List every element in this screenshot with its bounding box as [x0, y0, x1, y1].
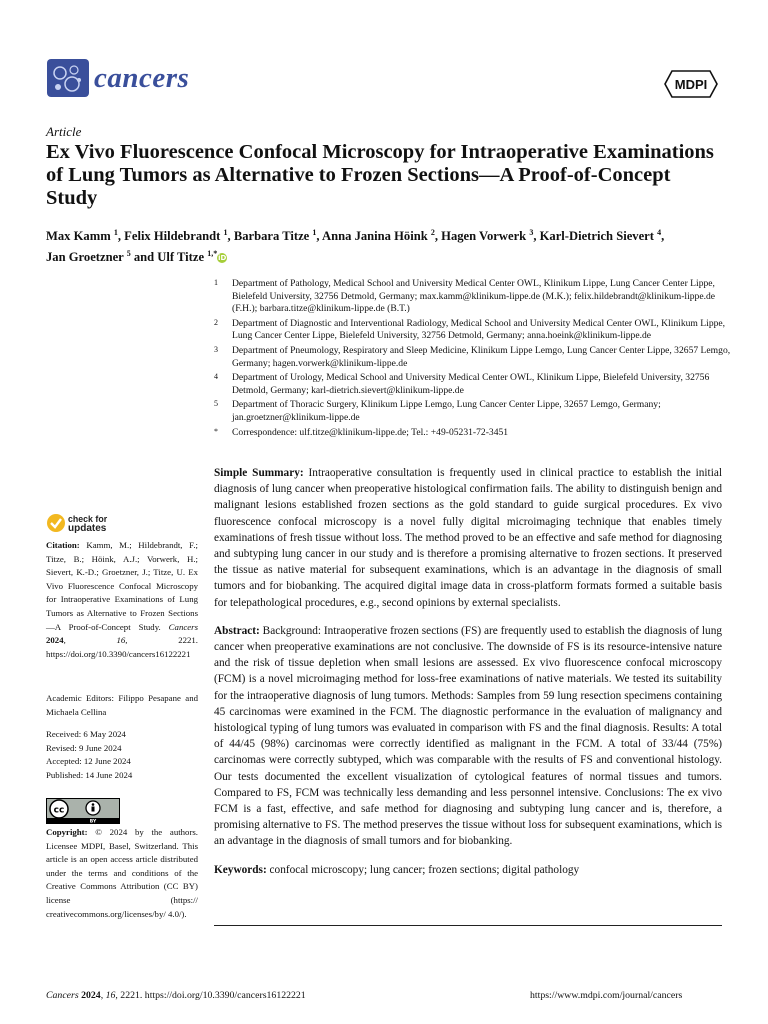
- main-text: [214, 465, 722, 890]
- simple-summary-text: Intraoperative consultation is frequently used in clinical practice to establish the initial diagnosis of lung cancer when preoperative histological confirmation fails. The ability to distinguish benign and malignant lesions established frozen sections as the gold standard to guide surgical procedures. Ex vivo fluorescence confocal microscopy is a novel fully digital microimaging technique that enables timely examinations of fresh tissue without loss. The method proved to be an effective and safe method for diagnosing and subtyping lung cancer in our study and is therefore a promising alternative to frozen sections. It preserved the tissue as native material for subsequent examinations, which is an advantage in the diagnosis of small tumors and for biobanking. The acquired digital image data in cross-platform formats formed a suitable basis for telepathological procedures, e.g., second opinions by external specialists.: [214, 467, 722, 609]
- author-name: Ulf Titze: [157, 250, 208, 265]
- footer-journal-link[interactable]: https://www.mdpi.com/journal/cancers: [530, 990, 683, 1001]
- affiliation-item: [214, 278, 734, 316]
- author-affiliation-mark: 1,*: [207, 249, 218, 259]
- author-affiliation-mark: 4: [657, 228, 662, 237]
- keywords-label: Keywords:: [214, 863, 267, 876]
- author-name: Jan Groetzner: [46, 250, 127, 265]
- simple-summary-label: Simple Summary:: [214, 467, 304, 479]
- affiliation-item: [214, 427, 734, 440]
- author-affiliation-mark: 3: [529, 228, 534, 237]
- check-updates-label: check for updates: [68, 514, 108, 534]
- affiliation-number: *: [214, 426, 218, 436]
- journal-logo-icon: [46, 58, 90, 98]
- paper-title: Ex Vivo Fluorescence Confocal Microscopy for Intraoperative Examinations of Lung Tumors as Alternative to Frozen Sections—A Proof-of-Concept Study: [46, 141, 714, 209]
- date-received: Received: 6 May 2024: [46, 729, 126, 739]
- author-affiliation-mark: 1: [223, 228, 228, 237]
- cc-by-license-icon: [46, 798, 120, 824]
- academic-editors: Academic Editors: Filippo Pesapane and Michaela Cellina: [46, 693, 198, 717]
- copyright-block: Copyright: © 2024 by the authors. Licensee MDPI, Basel, Switzerland. This article is an open access article distributed under the terms and conditions of the Creative Commons Attribution (CC BY) license (https:// creativecommons.org/licenses/by/ 4.0/).: [46, 827, 199, 919]
- affiliation-number: 1: [214, 278, 218, 287]
- keywords: [214, 862, 722, 878]
- affiliation-text: Department of Urology, Medical School and University Medical Center OWL, Klinikum Lippe, Bielefeld University, 32756 Detmold, Germany; karl-dietrich.sievert@klinikum-lippe.de: [232, 372, 710, 396]
- affiliations: [214, 278, 734, 441]
- simple-summary: [214, 465, 722, 611]
- abstract-text: Background: Intraoperative frozen sections (FS) are frequently used to establish the diagnosis of lung cancer when preoperative examinations are not conclusive. The downside of FS is its resource-intensive nature and the risk of tissue depletion when small lesions are assessed. Ex vivo fluorescence confocal microscopy (FCM) is a novel microimaging method for loss-free examinations of native materials. We tested its suitability for the intraoperative diagnosis of lung tumors. Methods: Samples from 59 lung resection specimens containing 45 carcinomas were examined in the FCM. The diagnostic performance in the evaluation of malignancy and histological typing of lung tumors was evaluated in comparison with FS and the final diagnosis. Results: A total of 44/45 (98%) carcinomas were correctly identified as malignant in the FCM. A total of 33/44 (75%) carcinomas were correctly subtyped, which was comparable with the results of FS and conventional histology. Our tests documented the excellent visualization of cytological features of normal tissues and tumors. Compared to FS, FCM was technically less demanding and less personnel intensive. Conclusions: The ex vivo FCM is a fast, effective, and safe method for diagnosing and subtyping lung cancer and is, therefore, a promising alternative to FS. The method preserves the tissue without loss for subsequent examinations, which is an advantage in the diagnosis of small tumors and for biobanking.: [214, 624, 722, 848]
- affiliation-item: [214, 399, 734, 424]
- affiliation-number: 2: [214, 317, 218, 327]
- affiliation-text: Department of Pneumology, Respiratory and Sleep Medicine, Klinikum Lippe Lemgo, Lung Cancer Center Lippe, 32657 Lemgo, Germany; hagen.vorwerk@klinikum-lippe.de: [232, 344, 731, 369]
- orcid-icon[interactable]: iD: [218, 254, 227, 263]
- citation-block: Citation: Kamm, M.; Hildebrandt, F.; Titze, B.; Höink, A.J.; Vorwerk, H.; Sievert, K.-D.; Groetzner, J.; Titze, U. Ex Vivo Fluorescence Confocal Microscopy for Intraoperative Examinations of Lung Tumors as Alternative to Frozen Sections—A Proof-of-Concept Study. Cancers 2024, 16, 2221. https://doi.org/10.3390/cancers16122221: [46, 540, 198, 659]
- author-name: Max Kamm: [46, 229, 114, 244]
- author-name: Hagen Vorwerk: [441, 229, 530, 244]
- author-affiliation-mark: 1: [312, 228, 317, 237]
- affiliation-item: [214, 372, 734, 397]
- author-affiliation-mark: 5: [126, 249, 131, 259]
- publisher-name: MDPI: [674, 77, 708, 92]
- section-divider: [214, 925, 722, 926]
- svg-text:cc: cc: [53, 805, 65, 816]
- date-accepted: Accepted: 12 June 2024: [46, 756, 131, 767]
- abstract: [214, 623, 722, 850]
- affiliation-text: Department of Diagnostic and Interventional Radiology, Medical School and University Medical Center OWL, Klinikum Lippe, Lung Cancer Center Lippe, Bielefeld University, 32756 Detmold, Germany; anna.hoeink@klinikum-lippe.de: [232, 317, 726, 342]
- affiliation-text: Department of Pathology, Medical School and University Medical Center OWL, Klinikum Lippe, Lung Cancer Center Lippe, Bielefeld University, 32756 Detmold, Germany; max.kamm@klinikum-lippe.de (M.K.); felix.hildebrandt@klinikum-lippe.de (F.H.); barbara.titze@klinikum-lippe.de (B.T.): [232, 278, 716, 315]
- check-updates-icon: [46, 513, 66, 533]
- affiliation-number: 3: [214, 344, 218, 354]
- svg-text:BY: BY: [89, 819, 97, 824]
- author-name: Barbara Titze: [233, 229, 313, 244]
- affiliation-item: [214, 345, 734, 370]
- author-affiliation-mark: 1: [113, 228, 118, 237]
- mdpi-logo-icon: [664, 70, 718, 98]
- dates-block: [46, 728, 198, 782]
- author-name: Felix Hildebrandt: [124, 229, 224, 244]
- keywords-text: confocal microscopy; lung cancer; frozen sections; digital pathology: [269, 863, 580, 876]
- author-name: Karl-Dietrich Sievert: [539, 229, 658, 244]
- footer-citation: Cancers 2024, 16, 2221. https://doi.org/10.3390/cancers16122221: [46, 990, 306, 1001]
- affiliation-text: Correspondence: ulf.titze@klinikum-lippe.de; Tel.: +49-05231-72-3451: [232, 426, 509, 438]
- affiliation-number: 4: [214, 372, 218, 382]
- abstract-label: Abstract:: [214, 624, 260, 637]
- journal-name: cancers: [94, 62, 190, 94]
- author-name: Anna Janina Höink: [322, 229, 431, 244]
- affiliation-text: Department of Thoracic Surgery, Klinikum Lippe Lemgo, Lung Cancer Center Lippe, 32657 Lemgo, Germany; jan.groetzner@klinikum-lippe.de: [232, 399, 661, 423]
- author-list: Max Kamm $^1$, Felix Hildebrandt $^1$, Barbara Titze $^1$, Anna Janina Höink $^2$, Hagen Vorwerk $^3$, Karl-Dietrich Sievert $^4$, Jan Groetzner $^5$ and Ulf Titze $^{1,*}$iD: [46, 228, 665, 265]
- date-revised: Revised: 9 June 2024: [46, 742, 122, 753]
- affiliation-item: [214, 318, 734, 343]
- article-type: Article: [46, 124, 82, 139]
- date-published: Published: 14 June 2024: [46, 769, 133, 780]
- author-affiliation-mark: 2: [430, 228, 435, 237]
- affiliation-number: 5: [214, 399, 218, 409]
